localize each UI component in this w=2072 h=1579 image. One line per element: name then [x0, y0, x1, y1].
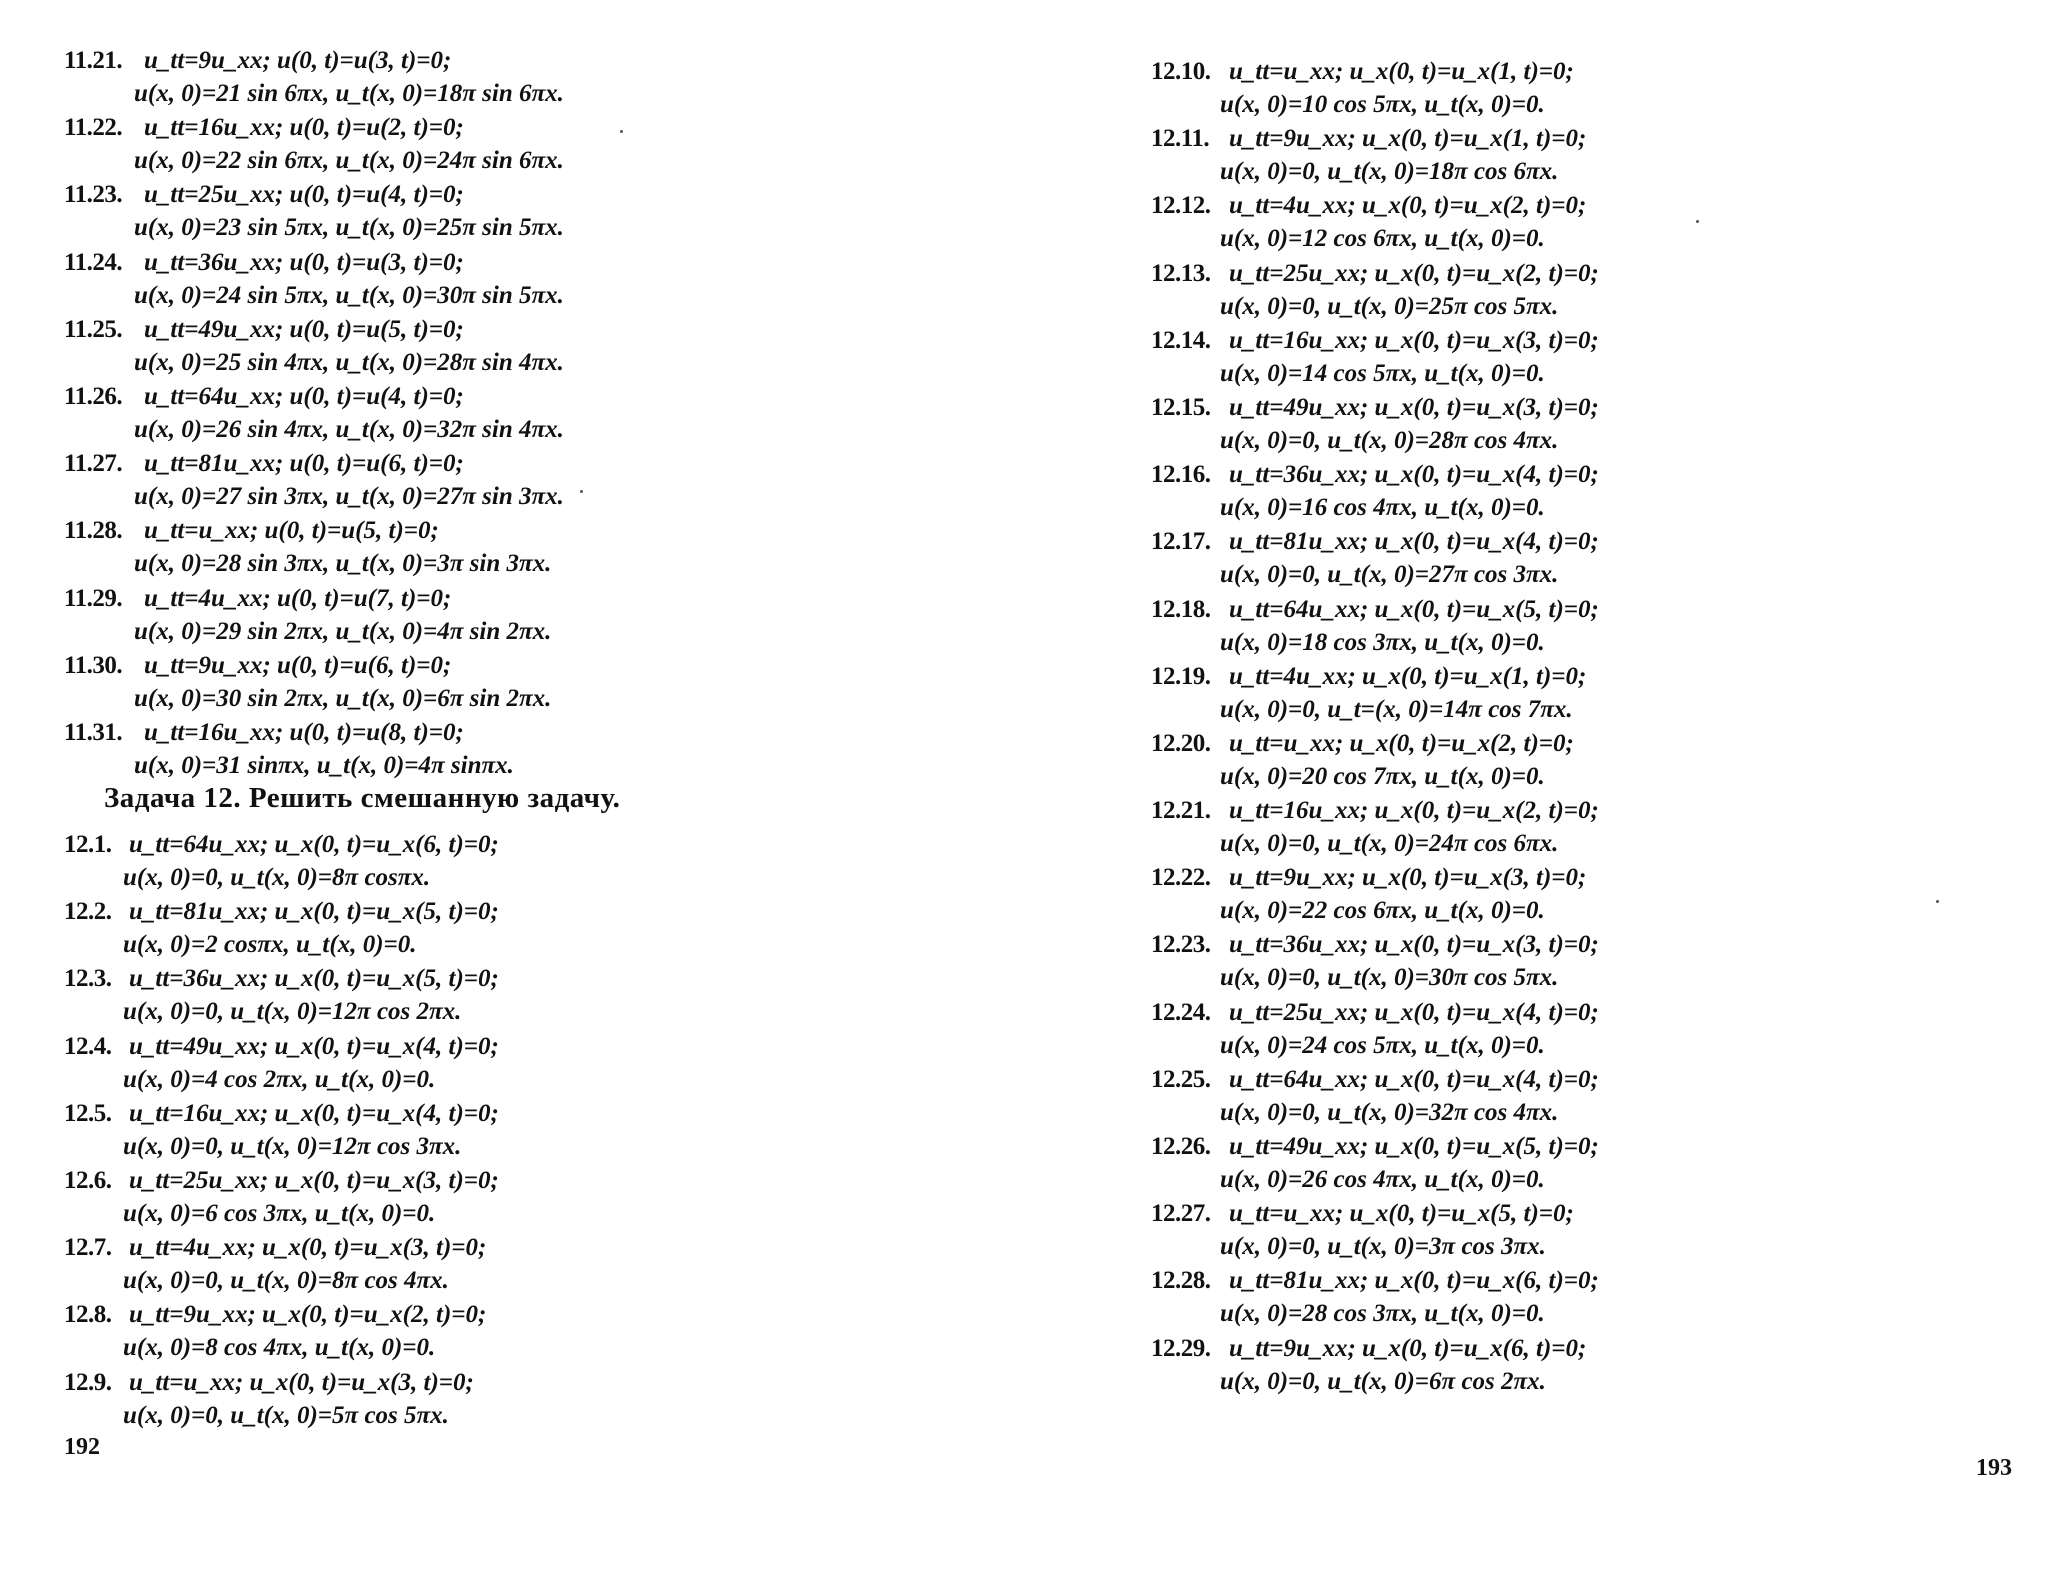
- problem-number: 11.25.: [64, 315, 123, 343]
- problem-equation-line: [64, 1097, 964, 1130]
- problem-equation: u_tt=u_xx; u_x(0, t)=u_x(5, t)=0;: [1229, 1200, 1574, 1228]
- problem-number: 11.26.: [64, 382, 123, 410]
- problem-initial-conditions: u(x, 0)=0, u_t(x, 0)=8π cosπx.: [123, 864, 431, 891]
- problem-list-12-left: [64, 828, 964, 1433]
- problem-item: [1151, 257, 2051, 324]
- problem-equation: u_tt=u_xx; u(0, t)=u(5, t)=0;: [144, 517, 439, 545]
- problem-initial-conditions: u(x, 0)=0, u_t(x, 0)=12π cos 3πx.: [123, 1132, 462, 1160]
- problem-number: 12.29.: [1151, 1334, 1211, 1362]
- problem-initial-conditions: u(x, 0)=16 cos 4πx, u_t(x, 0)=0.: [1220, 494, 1545, 522]
- problem-initial-conditions: u(x, 0)=28 cos 3πx, u_t(x, 0)=0.: [1220, 1300, 1545, 1328]
- problem-item: [64, 895, 964, 962]
- problem-number: 12.20.: [1151, 729, 1211, 757]
- problem-initial-conditions: u(x, 0)=25 sin 4πx, u_t(x, 0)=28π sin 4πx.: [134, 348, 564, 376]
- problem-equation-line: [1151, 458, 2051, 491]
- problem-initial-conditions: u(x, 0)=0, u_t=(x, 0)=14π cos 7πx.: [1220, 695, 1573, 723]
- problem-equation-line: [64, 1298, 964, 1331]
- problem-item: [64, 828, 964, 895]
- problem-number: 12.28.: [1151, 1267, 1211, 1295]
- problem-item: [64, 246, 964, 313]
- problem-number: 12.4.: [64, 1032, 112, 1060]
- problem-number: 11.28.: [64, 517, 123, 545]
- problem-item: [1151, 458, 2051, 525]
- problem-equation-line: [64, 716, 964, 749]
- problem-number: 12.19.: [1151, 662, 1211, 690]
- problem-item: [64, 178, 964, 245]
- problem-equation-line: [1151, 189, 2051, 222]
- problem-equation: u_tt=4u_xx; u_x(0, t)=u_x(2, t)=0;: [1229, 192, 1587, 220]
- problem-number: 11.29.: [64, 584, 123, 612]
- problem-number: 12.18.: [1151, 595, 1211, 623]
- problem-equation: u_tt=36u_xx; u_x(0, t)=u_x(3, t)=0;: [1229, 931, 1599, 959]
- problem-initial-conditions: u(x, 0)=0, u_t(x, 0)=12π cos 2πx.: [123, 998, 462, 1026]
- problem-item: [64, 111, 964, 178]
- problem-item: [1151, 122, 2051, 189]
- problem-equation-line: [64, 313, 964, 346]
- problem-initial-conditions: u(x, 0)=0, u_t(x, 0)=30π cos 5πx.: [1220, 964, 1559, 992]
- problem-equation-line: [1151, 861, 2051, 894]
- problem-number: 12.8.: [64, 1301, 112, 1329]
- problem-equation: u_tt=49u_xx; u_x(0, t)=u_x(4, t)=0;: [129, 1032, 499, 1060]
- problem-equation: u_tt=16u_xx; u_x(0, t)=u_x(4, t)=0;: [129, 1099, 499, 1127]
- problem-equation: u_tt=25u_xx; u_x(0, t)=u_x(3, t)=0;: [129, 1166, 499, 1194]
- problem-number: 12.21.: [1151, 797, 1211, 825]
- problem-equation-line: [1151, 257, 2051, 290]
- problem-equation: u_tt=4u_xx; u(0, t)=u(7, t)=0;: [144, 584, 452, 612]
- right-page: [1036, 0, 2072, 1579]
- problem-item: [64, 313, 964, 380]
- problem-initial-conditions: u(x, 0)=22 sin 6πx, u_t(x, 0)=24π sin 6πx.: [134, 147, 564, 175]
- problem-equation: u_tt=9u_xx; u(0, t)=u(6, t)=0;: [144, 651, 452, 679]
- problem-initial-conditions: u(x, 0)=0, u_t(x, 0)=32π cos 4πx.: [1220, 1098, 1559, 1126]
- problem-initial-conditions: u(x, 0)=27 sin 3πx, u_t(x, 0)=27π sin 3πx.: [134, 483, 564, 511]
- problem-number: 12.22.: [1151, 864, 1211, 892]
- problem-equation: u_tt=4u_xx; u_x(0, t)=u_x(3, t)=0;: [129, 1234, 487, 1262]
- problem-item: [64, 716, 964, 783]
- problem-equation: u_tt=u_xx; u_x(0, t)=u_x(2, t)=0;: [1229, 729, 1574, 757]
- problem-number: 12.24.: [1151, 998, 1211, 1026]
- problem-equation-line: [1151, 794, 2051, 827]
- problem-initial-conditions: u(x, 0)=12 cos 6πx, u_t(x, 0)=0.: [1220, 225, 1545, 253]
- problem-initial-conditions: u(x, 0)=20 cos 7πx, u_t(x, 0)=0.: [1220, 762, 1545, 790]
- problem-number: 12.2.: [64, 898, 112, 926]
- problem-equation-line: [64, 1231, 964, 1264]
- problem-initial-conditions: u(x, 0)=29 sin 2πx, u_t(x, 0)=4π sin 2πx.: [134, 617, 552, 645]
- scan-speck: [580, 490, 583, 493]
- problem-equation-line: [64, 44, 964, 77]
- problem-number: 11.30.: [64, 651, 123, 679]
- problem-equation-line: [1151, 525, 2051, 558]
- problem-equation-line: [1151, 122, 2051, 155]
- problem-equation: u_tt=81u_xx; u_x(0, t)=u_x(4, t)=0;: [1229, 528, 1599, 556]
- problem-equation: u_tt=81u_xx; u_x(0, t)=u_x(6, t)=0;: [1229, 1267, 1599, 1295]
- problem-item: [64, 1298, 964, 1365]
- problem-equation: u_tt=25u_xx; u(0, t)=u(4, t)=0;: [144, 181, 464, 209]
- problem-initial-conditions: u(x, 0)=31 sinπx, u_t(x, 0)=4π sinπx.: [134, 751, 514, 779]
- problem-equation: u_tt=36u_xx; u_x(0, t)=u_x(5, t)=0;: [129, 965, 499, 993]
- problem-equation-line: [1151, 1130, 2051, 1163]
- problem-number: 12.1.: [64, 831, 112, 858]
- problem-equation: u_tt=16u_xx; u(0, t)=u(2, t)=0;: [144, 114, 464, 142]
- problem-equation-line: [64, 514, 964, 547]
- problem-number: 12.26.: [1151, 1133, 1211, 1160]
- problem-equation: u_tt=81u_xx; u_x(0, t)=u_x(5, t)=0;: [129, 898, 499, 926]
- problem-equation-line: [64, 380, 964, 413]
- problem-equation: u_tt=64u_xx; u_x(0, t)=u_x(5, t)=0;: [1229, 595, 1599, 623]
- problem-equation: u_tt=16u_xx; u_x(0, t)=u_x(3, t)=0;: [1229, 326, 1599, 354]
- problem-equation-line: [64, 1366, 964, 1399]
- problem-equation-line: [64, 1030, 964, 1063]
- problem-initial-conditions: u(x, 0)=0, u_t(x, 0)=5π cos 5πx.: [123, 1401, 449, 1429]
- problem-initial-conditions: u(x, 0)=0, u_t(x, 0)=8π cos 4πx.: [123, 1267, 449, 1295]
- problem-item: [1151, 189, 2051, 256]
- problem-number: 11.22.: [64, 114, 123, 142]
- problem-equation-line: [1151, 1197, 2051, 1230]
- problem-equation-line: [64, 582, 964, 615]
- problem-equation-line: [1151, 996, 2051, 1029]
- problem-equation-line: [64, 828, 964, 861]
- problem-initial-conditions: u(x, 0)=4 cos 2πx, u_t(x, 0)=0.: [123, 1065, 436, 1093]
- problem-item: [1151, 996, 2051, 1063]
- problem-equation: u_tt=36u_xx; u(0, t)=u(3, t)=0;: [144, 248, 464, 276]
- problem-list-11: [64, 44, 964, 783]
- problem-equation: u_tt=64u_xx; u_x(0, t)=u_x(6, t)=0;: [129, 831, 499, 858]
- problem-equation-line: [64, 649, 964, 682]
- problem-item: [64, 44, 964, 111]
- task-12-heading: Задача 12. Решить смешанную задачу.: [104, 782, 621, 814]
- problem-equation: u_tt=9u_xx; u_x(0, t)=u_x(6, t)=0;: [1229, 1334, 1587, 1362]
- problem-equation-line: [1151, 1332, 2051, 1365]
- problem-equation: u_tt=64u_xx; u_x(0, t)=u_x(4, t)=0;: [1229, 1065, 1599, 1093]
- problem-number: 12.9.: [64, 1368, 112, 1396]
- problem-number: 11.23.: [64, 181, 123, 209]
- problem-item: [1151, 55, 2051, 122]
- problem-item: [1151, 593, 2051, 660]
- problem-item: [1151, 928, 2051, 995]
- problem-item: [64, 649, 964, 716]
- problem-number: 12.16.: [1151, 461, 1211, 489]
- problem-equation-line: [64, 178, 964, 211]
- problem-number: 11.24.: [64, 248, 123, 276]
- problem-initial-conditions: u(x, 0)=8 cos 4πx, u_t(x, 0)=0.: [123, 1334, 436, 1362]
- problem-item: [1151, 727, 2051, 794]
- problem-initial-conditions: u(x, 0)=21 sin 6πx, u_t(x, 0)=18π sin 6πx.: [134, 80, 564, 107]
- page-number-left: 192: [64, 1434, 100, 1460]
- problem-equation: u_tt=9u_xx; u_x(0, t)=u_x(2, t)=0;: [129, 1301, 487, 1329]
- problem-number: 12.25.: [1151, 1065, 1211, 1093]
- problem-item: [64, 962, 964, 1029]
- problem-list-12-right: [1151, 55, 2051, 1399]
- problem-initial-conditions: u(x, 0)=26 cos 4πx, u_t(x, 0)=0.: [1220, 1166, 1545, 1193]
- problem-number: 11.21.: [64, 47, 123, 74]
- problem-initial-conditions: u(x, 0)=28 sin 3πx, u_t(x, 0)=3π sin 3πx.: [134, 550, 552, 578]
- problem-item: [64, 1366, 964, 1433]
- problem-equation-line: [64, 962, 964, 995]
- problem-number: 12.17.: [1151, 528, 1211, 556]
- problem-equation: u_tt=9u_xx; u_x(0, t)=u_x(3, t)=0;: [1229, 864, 1587, 892]
- problem-initial-conditions: u(x, 0)=6 cos 3πx, u_t(x, 0)=0.: [123, 1199, 436, 1227]
- problem-equation: u_tt=81u_xx; u(0, t)=u(6, t)=0;: [144, 450, 464, 478]
- problem-number: 12.10.: [1151, 58, 1211, 85]
- problem-item: [64, 1164, 964, 1231]
- problem-item: [1151, 861, 2051, 928]
- problem-item: [1151, 324, 2051, 391]
- problem-equation-line: [1151, 1063, 2051, 1096]
- problem-number: 12.27.: [1151, 1200, 1211, 1228]
- scan-speck: [1696, 220, 1699, 223]
- problem-equation-line: [64, 111, 964, 144]
- problem-item: [64, 1097, 964, 1164]
- problem-equation: u_tt=4u_xx; u_x(0, t)=u_x(1, t)=0;: [1229, 662, 1587, 690]
- problem-initial-conditions: u(x, 0)=14 cos 5πx, u_t(x, 0)=0.: [1220, 359, 1545, 387]
- problem-equation: u_tt=9u_xx; u(0, t)=u(3, t)=0;: [144, 47, 452, 74]
- problem-number: 12.5.: [64, 1099, 112, 1127]
- problem-item: [1151, 660, 2051, 727]
- problem-initial-conditions: u(x, 0)=0, u_t(x, 0)=27π cos 3πx.: [1220, 561, 1559, 589]
- problem-initial-conditions: u(x, 0)=22 cos 6πx, u_t(x, 0)=0.: [1220, 897, 1545, 925]
- problem-item: [1151, 1332, 2051, 1399]
- problem-item: [1151, 1264, 2051, 1331]
- problem-item: [64, 582, 964, 649]
- problem-equation: u_tt=25u_xx; u_x(0, t)=u_x(4, t)=0;: [1229, 998, 1599, 1026]
- problem-item: [1151, 794, 2051, 861]
- problem-initial-conditions: u(x, 0)=0, u_t(x, 0)=28π cos 4πx.: [1220, 426, 1559, 454]
- problem-number: 12.14.: [1151, 326, 1211, 354]
- problem-number: 12.7.: [64, 1234, 112, 1262]
- problem-equation-line: [64, 447, 964, 480]
- problem-initial-conditions: u(x, 0)=0, u_t(x, 0)=24π cos 6πx.: [1220, 830, 1559, 858]
- problem-item: [1151, 1063, 2051, 1130]
- problem-equation: u_tt=16u_xx; u_x(0, t)=u_x(2, t)=0;: [1229, 797, 1599, 825]
- problem-equation: u_tt=9u_xx; u_x(0, t)=u_x(1, t)=0;: [1229, 125, 1587, 153]
- problem-initial-conditions: u(x, 0)=26 sin 4πx, u_t(x, 0)=32π sin 4πx.: [134, 415, 564, 443]
- problem-equation: u_tt=36u_xx; u_x(0, t)=u_x(4, t)=0;: [1229, 461, 1599, 489]
- problem-initial-conditions: u(x, 0)=0, u_t(x, 0)=6π cos 2πx.: [1220, 1367, 1546, 1395]
- problem-equation-line: [1151, 593, 2051, 626]
- scan-speck: [620, 130, 623, 133]
- problem-equation: u_tt=64u_xx; u(0, t)=u(4, t)=0;: [144, 382, 464, 410]
- problem-initial-conditions: u(x, 0)=24 cos 5πx, u_t(x, 0)=0.: [1220, 1031, 1545, 1059]
- problem-equation: u_tt=25u_xx; u_x(0, t)=u_x(2, t)=0;: [1229, 259, 1599, 287]
- scan-speck: [1936, 900, 1939, 903]
- problem-number: 11.27.: [64, 450, 123, 478]
- problem-equation-line: [1151, 324, 2051, 357]
- problem-equation: u_tt=u_xx; u_x(0, t)=u_x(3, t)=0;: [129, 1368, 474, 1396]
- problem-equation-line: [1151, 928, 2051, 961]
- problem-item: [1151, 1197, 2051, 1264]
- problem-initial-conditions: u(x, 0)=0, u_t(x, 0)=18π cos 6πx.: [1220, 158, 1559, 186]
- problem-initial-conditions: u(x, 0)=2 cosπx, u_t(x, 0)=0.: [123, 931, 417, 959]
- problem-equation-line: [64, 895, 964, 928]
- problem-number: 12.15.: [1151, 393, 1211, 421]
- problem-equation: u_tt=16u_xx; u(0, t)=u(8, t)=0;: [144, 718, 464, 746]
- problem-number: 11.31.: [64, 718, 123, 746]
- problem-equation-line: [1151, 55, 2051, 88]
- problem-initial-conditions: u(x, 0)=30 sin 2πx, u_t(x, 0)=6π sin 2πx.: [134, 684, 552, 712]
- problem-equation: u_tt=49u_xx; u(0, t)=u(5, t)=0;: [144, 315, 464, 343]
- problem-equation: u_tt=49u_xx; u_x(0, t)=u_x(3, t)=0;: [1229, 393, 1599, 421]
- problem-item: [1151, 1130, 2051, 1197]
- problem-number: 12.12.: [1151, 192, 1211, 220]
- problem-initial-conditions: u(x, 0)=24 sin 5πx, u_t(x, 0)=30π sin 5πx.: [134, 281, 564, 309]
- problem-item: [1151, 525, 2051, 592]
- problem-item: [64, 1030, 964, 1097]
- problem-number: 12.3.: [64, 965, 112, 993]
- problem-item: [64, 1231, 964, 1298]
- problem-equation-line: [1151, 391, 2051, 424]
- problem-equation-line: [1151, 660, 2051, 693]
- problem-equation-line: [1151, 1264, 2051, 1297]
- problem-equation-line: [64, 1164, 964, 1197]
- problem-initial-conditions: u(x, 0)=10 cos 5πx, u_t(x, 0)=0.: [1220, 91, 1545, 118]
- problem-equation: u_tt=49u_xx; u_x(0, t)=u_x(5, t)=0;: [1229, 1133, 1599, 1160]
- problem-item: [64, 514, 964, 581]
- problem-initial-conditions: u(x, 0)=18 cos 3πx, u_t(x, 0)=0.: [1220, 628, 1545, 656]
- problem-initial-conditions: u(x, 0)=0, u_t(x, 0)=25π cos 5πx.: [1220, 292, 1559, 320]
- problem-item: [64, 380, 964, 447]
- problem-number: 12.11.: [1151, 125, 1210, 153]
- problem-equation: u_tt=u_xx; u_x(0, t)=u_x(1, t)=0;: [1229, 58, 1574, 85]
- problem-item: [64, 447, 964, 514]
- problem-number: 12.6.: [64, 1166, 112, 1194]
- problem-equation-line: [1151, 727, 2051, 760]
- page-number-right: 193: [1976, 1455, 2012, 1481]
- problem-item: [1151, 391, 2051, 458]
- problem-number: 12.13.: [1151, 259, 1211, 287]
- problem-equation-line: [64, 246, 964, 279]
- problem-initial-conditions: u(x, 0)=0, u_t(x, 0)=3π cos 3πx.: [1220, 1233, 1546, 1261]
- problem-number: 12.23.: [1151, 931, 1211, 959]
- problem-initial-conditions: u(x, 0)=23 sin 5πx, u_t(x, 0)=25π sin 5πx.: [134, 214, 564, 242]
